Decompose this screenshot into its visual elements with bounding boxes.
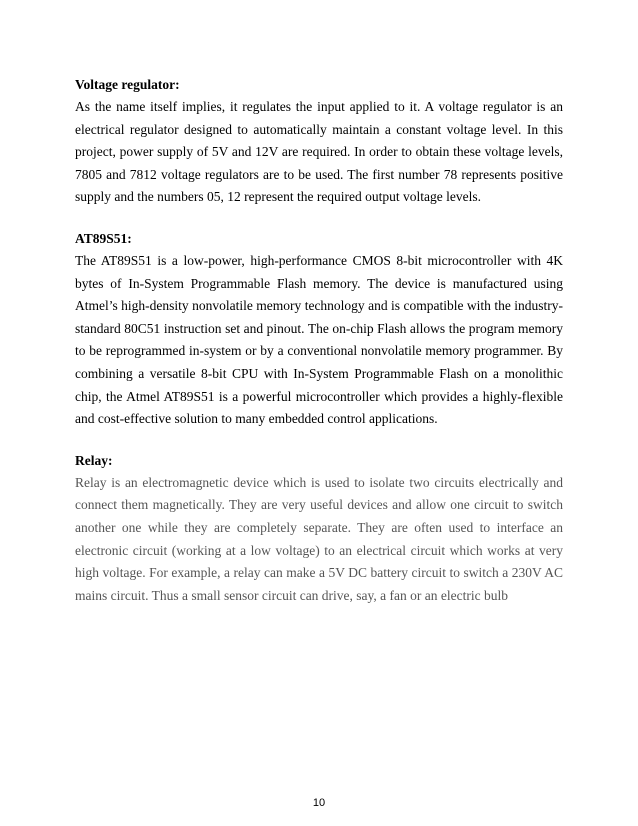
section-heading: Relay:	[75, 452, 113, 468]
page-content	[75, 76, 563, 628]
section-relay	[75, 452, 563, 608]
page-number: 10	[312, 797, 326, 809]
section-voltage-regulator	[75, 76, 563, 209]
section-heading: AT89S51:	[75, 230, 132, 246]
section-paragraph: As the name itself implies, it regulates the input applied to it. A voltage regulator is an electrical regulator designed to automatically maintain a constant voltage level. In this project, power supply of 5V and 12V are required. In order to obtain these voltage levels, 7805 and 7812 voltage regulators are to be used. The first number 78 represents positive supply and the numbers 05, 12 represent the required output voltage levels.	[75, 99, 563, 205]
section-at89s51	[75, 230, 563, 431]
section-paragraph: The AT89S51 is a low-power, high-performance CMOS 8-bit microcontroller with 4K bytes of In-System Programmable Flash memory. The device is manufactured using Atmel’s high-density nonvolatile memory technology and is compatible with the industry-standard 80C51 instruction set and pinout. The on-chip Flash allows the program memory to be reprogrammed in-system or by a conventional nonvolatile memory programmer. By combining a versatile 8-bit CPU with In-System Programmable Flash on a monolithic chip, the Atmel AT89S51 is a powerful microcontroller which provides a highly-flexible and cost-effective solution to many embedded control applications.	[75, 252, 563, 427]
section-heading: Voltage regulator:	[75, 77, 180, 92]
section-paragraph: Relay is an electromagnetic device which is used to isolate two circuits electrically and connect them magnetically. They are very useful devices and allow one circuit to switch another one while they are completely separate. They are often used to interface an electronic circuit (working at a low voltage) to an electrical circuit which works at very high voltage. For example, a relay can make a 5V DC battery circuit to switch a 230V AC mains circuit. Thus a small sensor circuit can drive, say, a fan or an electric bulb	[75, 474, 563, 603]
